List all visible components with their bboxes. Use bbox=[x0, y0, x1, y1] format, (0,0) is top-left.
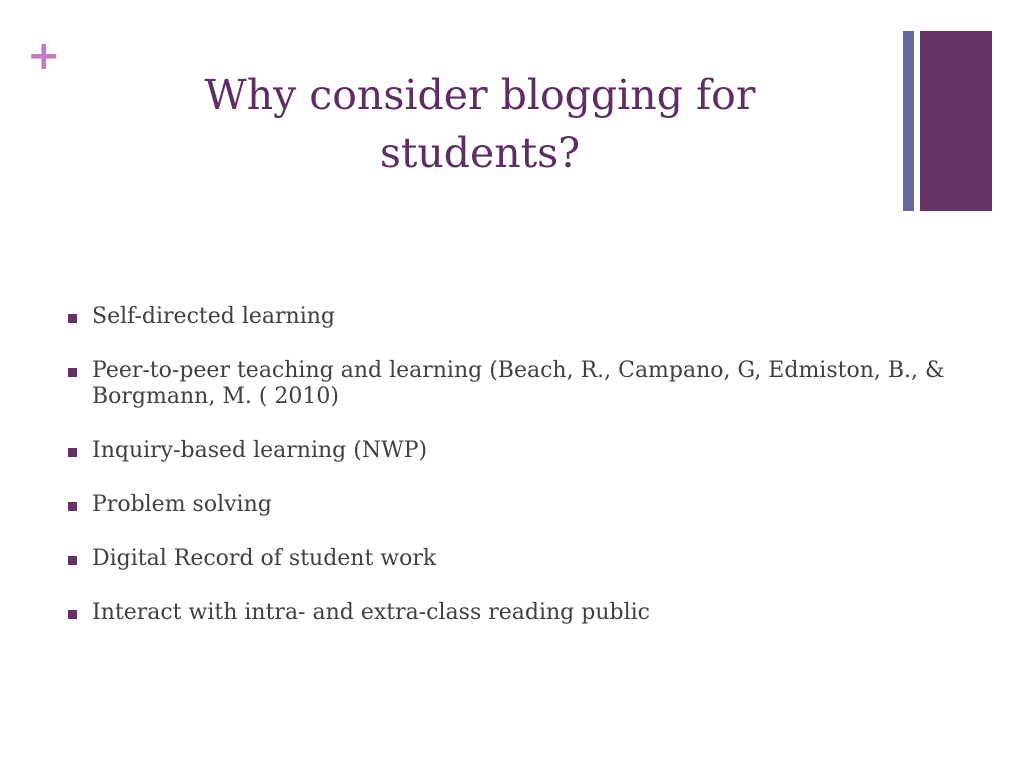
bullet-text: Problem solving bbox=[92, 492, 272, 517]
bullet-text: Inquiry-based learning (NWP) bbox=[92, 438, 428, 463]
bullet-item bbox=[68, 304, 968, 330]
square-bullet-icon bbox=[68, 610, 77, 619]
decorative-bar-thin bbox=[903, 31, 914, 211]
slide-title: Why consider blogging for students? bbox=[204, 71, 756, 177]
bullet-text: Peer-to-peer teaching and learning (Beach, R., Campano, G, Edmiston, B., & Borgmann, M. ( 2010) bbox=[92, 358, 945, 409]
bullet-item bbox=[68, 438, 968, 464]
bullet-item bbox=[68, 600, 968, 626]
plus-icon: + bbox=[27, 33, 61, 79]
bullet-item bbox=[68, 358, 968, 410]
square-bullet-icon bbox=[68, 556, 77, 565]
bullet-text: Interact with intra- and extra-class reading public bbox=[92, 600, 650, 625]
square-bullet-icon bbox=[68, 502, 77, 511]
square-bullet-icon bbox=[68, 368, 77, 377]
decorative-bar-thick bbox=[920, 31, 992, 211]
bullet-item bbox=[68, 492, 968, 518]
bullet-item bbox=[68, 546, 968, 572]
bullet-text: Self-directed learning bbox=[92, 304, 335, 329]
bullet-list bbox=[68, 304, 968, 654]
bullet-text: Digital Record of student work bbox=[92, 546, 437, 571]
square-bullet-icon bbox=[68, 314, 77, 323]
square-bullet-icon bbox=[68, 448, 77, 457]
